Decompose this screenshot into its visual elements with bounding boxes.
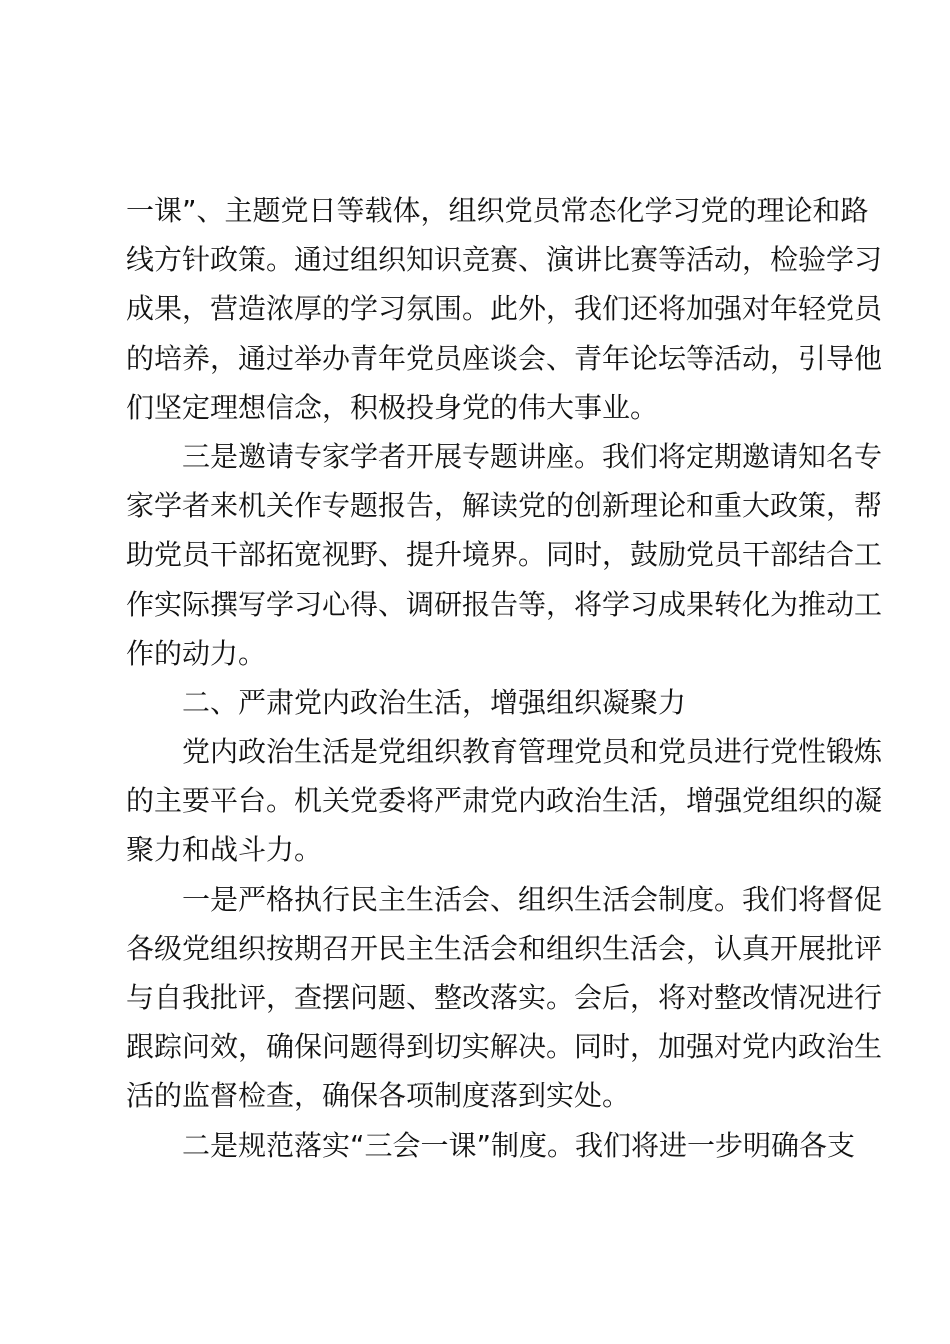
paragraph-first-line: 一是严格执行民主生活会、组织生活会制度。我们将督促	[182, 882, 883, 916]
document-body	[126, 186, 883, 1170]
text-line: 跟踪问效，确保问题得到切实解决。同时，加强对党内政治生	[126, 1030, 883, 1064]
paragraph-first-line: 三是邀请专家学者开展专题讲座。我们将定期邀请知名专	[182, 439, 883, 473]
text-line: 家学者来机关作专题报告，解读党的创新理论和重大政策，帮	[126, 489, 883, 523]
text-line: 与自我批评，查摆问题、整改落实。会后，将对整改情况进行	[126, 981, 883, 1014]
text-line: 各级党组织按期召开民主生活会和组织生活会，认真开展批评	[126, 931, 883, 965]
text-line: 作实际撰写学习心得、调研报告等，将学习成果转化为推动工	[126, 587, 883, 621]
text-line: 助党员干部拓宽视野、提升境界。同时，鼓励党员干部结合工	[126, 538, 883, 572]
text-line: 们坚定理想信念，积极投身党的伟大事业。	[126, 390, 659, 424]
text-line: 的培养，通过举办青年党员座谈会、青年论坛等活动，引导他	[126, 341, 883, 375]
text-line: 活的监督检查，确保各项制度落到实处。	[126, 1079, 631, 1113]
text-line: 一课”、主题党日等载体，组织党员常态化学习党的理论和路	[126, 194, 869, 227]
text-line: 的主要平台。机关党委将严肃党内政治生活，增强党组织的凝	[126, 784, 883, 818]
section-heading: 二、严肃党内政治生活，增强组织凝聚力	[182, 685, 687, 719]
paragraph-first-line: 党内政治生活是党组织教育管理党员和党员进行党性锻炼	[182, 735, 883, 769]
text-line: 成果，营造浓厚的学习氛围。此外，我们还将加强对年轻党员	[126, 292, 883, 326]
text-line: 作的动力。	[126, 636, 267, 670]
text-line: 聚力和战斗力。	[126, 833, 323, 867]
text-line: 线方针政策。通过组织知识竞赛、演讲比赛等活动，检验学习	[126, 243, 883, 277]
paragraph-first-line: 二是规范落实“三会一课”制度。我们将进一步明确各支	[182, 1128, 856, 1162]
